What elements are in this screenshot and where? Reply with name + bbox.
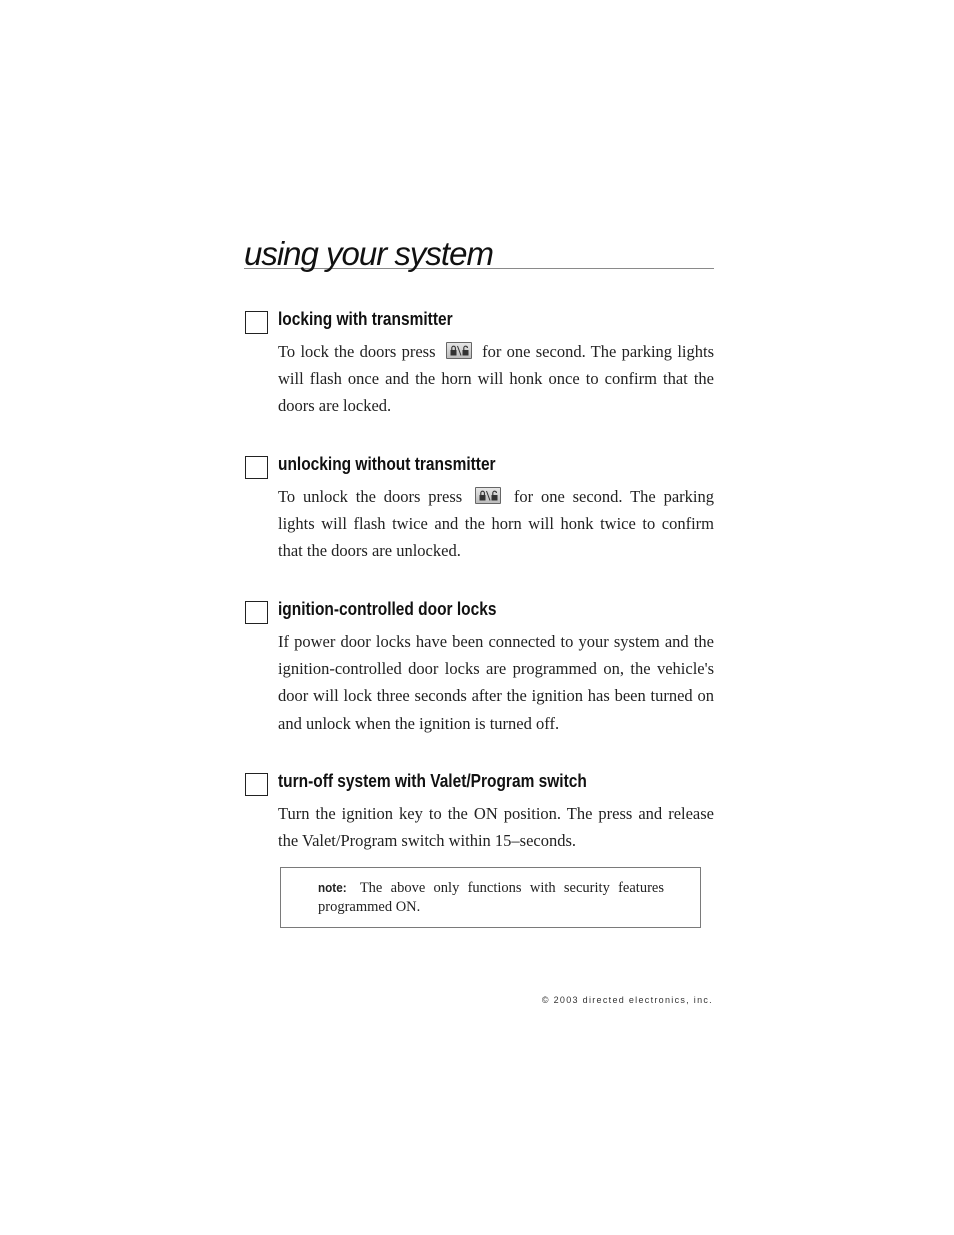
copyright: © 2003 directed electronics, inc. (541, 995, 713, 1005)
lock-unlock-button-icon (475, 487, 501, 504)
checkbox[interactable] (245, 601, 268, 624)
section-body (278, 483, 714, 565)
section-heading: turn-off system with Valet/Program switch (278, 771, 587, 791)
section-heading: unlocking without transmitter (278, 454, 496, 474)
section-heading: ignition-controlled door locks (278, 599, 497, 619)
note-box (280, 867, 701, 928)
body-text: for one second. The parking lights will flash twice and the horn will honk twice to confirm that the doors are unlocked. (278, 487, 714, 561)
lock-unlock-button-icon (446, 342, 472, 359)
body-text: To lock the doors press (278, 342, 436, 361)
note-label: note: (318, 880, 347, 895)
section-body: Turn the ignition key to the ON position. The press and release the Valet/Program switch within 15–seconds. (278, 804, 714, 851)
body-text: for one second. The parking lights will flash once and the horn will honk once to confirm that the doors are locked. (278, 342, 715, 416)
checkbox[interactable] (245, 773, 268, 796)
section-body (278, 338, 714, 420)
note-body: The above only functions with security features programmed ON. (318, 880, 664, 915)
checkbox[interactable] (245, 311, 268, 334)
section-body: If power door locks have been connected to your system and the ignition-controlled door locks are programmed on, the vehicle's door will lock three seconds after the ignition has been turned on and unlock when the ignition is turned off. (278, 632, 714, 733)
body-text: To unlock the doors press (278, 487, 463, 506)
note-text (318, 878, 664, 917)
checkbox[interactable] (245, 456, 268, 479)
section-heading: locking with transmitter (278, 309, 453, 329)
page-title: using your system (244, 232, 714, 269)
